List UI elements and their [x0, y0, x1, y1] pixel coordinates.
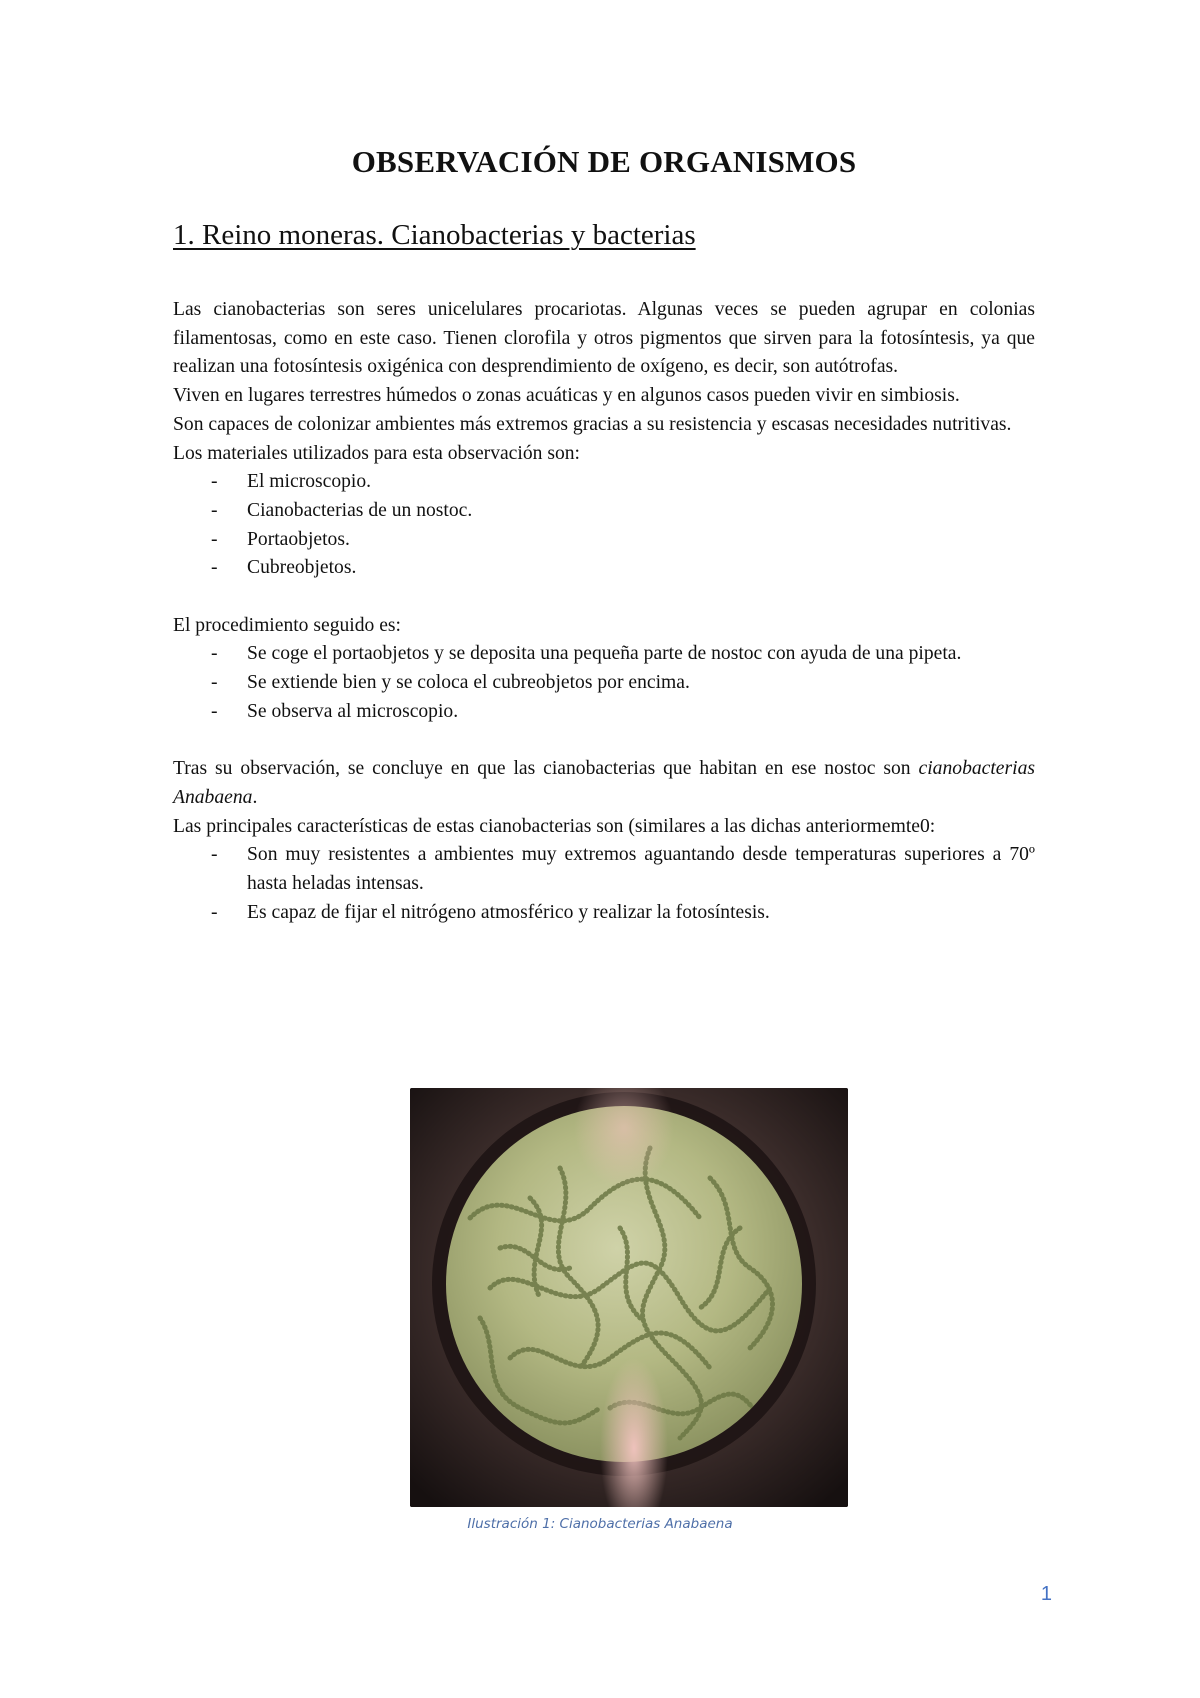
list-item-text: Son muy resistentes a ambientes muy extremos aguantando desde temperaturas superiores a 70º hasta heladas intensas.: [247, 844, 1035, 895]
species-name: cianobacterias Anabaena: [173, 758, 1035, 808]
list-item: [173, 640, 1035, 669]
page-number: 1: [1040, 1583, 1052, 1605]
list-item-text: Cubreobjetos.: [247, 557, 357, 579]
list-item-text: Portaobjetos.: [247, 528, 350, 550]
conclusion-end: .: [252, 786, 258, 808]
list-marker: -: [211, 643, 218, 665]
list-marker: -: [211, 901, 218, 923]
list-marker: -: [211, 557, 218, 579]
list-item-text: Es capaz de fijar el nitrógeno atmosférico y realizar la fotosíntesis.: [247, 901, 770, 923]
intro-paragraph-1: Las cianobacterias son seres unicelulares procariotas. Algunas veces se pueden agrupar en colonias filamentosas, como en este caso. Tienen clorofila y otros pigmentos que sirven para la fotosíntesis, ya que realizan una fotosíntesis oxigénica con desprendimiento de oxígeno, es decir, son autótrofas.: [173, 299, 1035, 378]
materials-intro: Los materiales utilizados para esta observación son:: [173, 442, 580, 464]
list-marker: -: [211, 700, 218, 722]
list-item-text: El microscopio.: [247, 471, 372, 493]
list-marker: -: [211, 844, 218, 866]
intro-paragraph-3: Son capaces de colonizar ambientes más extremos gracias a su resistencia y escasas necesidades nutritivas.: [173, 413, 1012, 435]
list-item: [173, 554, 1035, 583]
list-item-text: Cianobacterias de un nostoc.: [247, 499, 473, 521]
list-marker: -: [211, 528, 218, 550]
list-item: [173, 468, 1035, 497]
list-marker: -: [211, 499, 218, 521]
list-item: [173, 497, 1035, 526]
list-item: [173, 526, 1035, 555]
microscope-image: [410, 1088, 848, 1507]
microscope-photo: [410, 1088, 848, 1507]
document-title: OBSERVACIÓN DE ORGANISMOS: [351, 144, 857, 179]
characteristics-intro: Las principales características de estas cianobacterias son (similares a las dichas anteriormemte0:: [173, 815, 936, 837]
list-item-text: Se extiende bien y se coloca el cubreobjetos por encima.: [247, 672, 690, 694]
intro-paragraph-2: Viven en lugares terrestres húmedos o zonas acuáticas y en algunos casos pueden vivir en simbiosis.: [173, 385, 960, 407]
procedure-intro: El procedimiento seguido es:: [173, 614, 401, 636]
conclusion-paragraph: [173, 755, 1035, 812]
list-item: [173, 841, 1035, 898]
list-item-text: Se coge el portaobjetos y se deposita una pequeña parte de nostoc con ayuda de una pipeta.: [247, 643, 962, 665]
list-item: [173, 698, 1035, 727]
figure-caption: Ilustración 1: Cianobacterias Anabaena: [467, 1516, 733, 1532]
spacer: [173, 583, 1035, 612]
list-item: [173, 669, 1035, 698]
list-item: [173, 899, 1035, 928]
characteristics-list: [173, 841, 1035, 927]
conclusion-text: Tras su observación, se concluye en que las cianobacterias que habitan en ese nostoc son: [173, 758, 919, 780]
section-heading: 1. Reino moneras. Cianobacterias y bacterias: [173, 219, 696, 251]
list-marker: -: [211, 471, 218, 493]
materials-list: [173, 468, 1035, 583]
document-body: [173, 296, 1035, 927]
list-marker: -: [211, 672, 218, 694]
spacer: [173, 727, 1035, 756]
procedure-list: [173, 640, 1035, 726]
list-item-text: Se observa al microscopio.: [247, 700, 459, 722]
